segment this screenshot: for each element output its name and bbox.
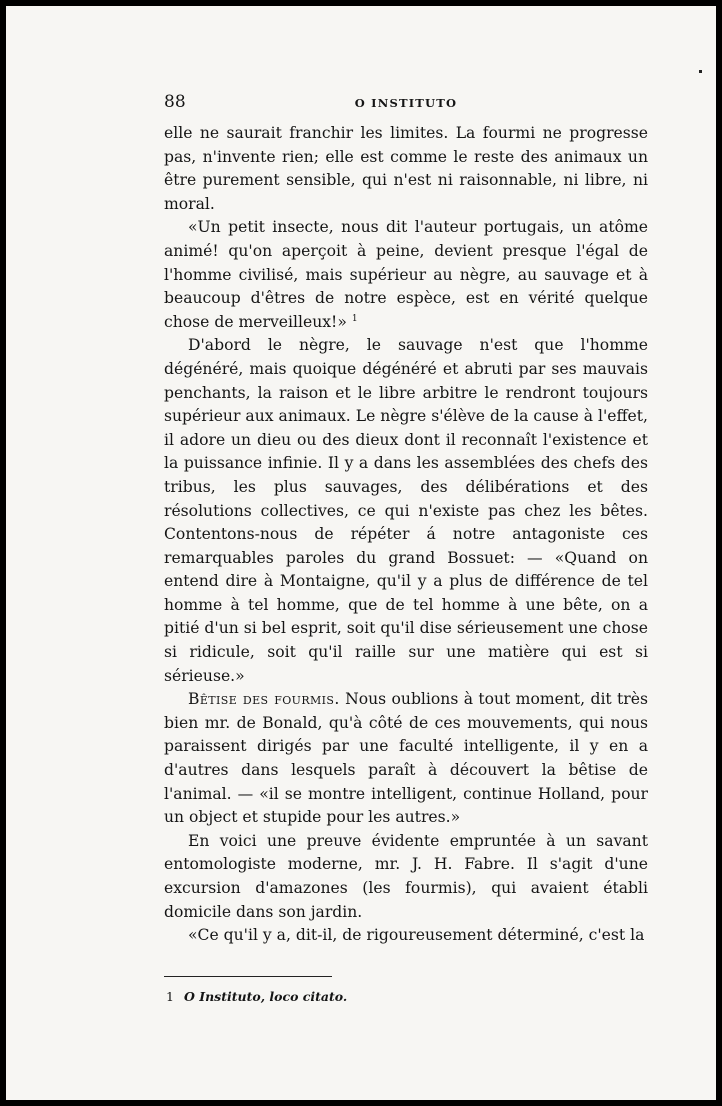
- footnote-number: 1: [166, 988, 174, 1004]
- paragraph-3: D'abord le nègre, le sauvage n'est que l'homme dégénéré, mais quoique dégénéré et abruti par ses mauvais penchants, la raison et le libre arbitre le rendront toujours supérieur aux animaux. Le nègre s'élève de la cause à l'effet, il adore un dieu ou des dieux dont il reconnaît l'existence et la puissance infinie. Il y a dans les assemblées des chefs des tribus, les plus sauvages, des délibérations et des résolutions collectives, ce qui n'existe pas chez les bêtes. Contentons-nous de répéter á notre antagoniste ces remarquables paroles du grand Bossuet: — «Quand on entend dire à Montaigne, qu'il y a plus de différence de tel homme à tel homme, que de tel homme à une bête, on a pitié d'un si bel esprit, soit qu'il dise sérieusement une chose si ridicule, soit qu'il raille sur une matière qui est si sérieuse.»: [164, 336, 648, 685]
- scan-edge-mark: [699, 70, 702, 73]
- footnote-marker: 1: [351, 313, 358, 324]
- paragraph-2-text: «Un petit insecte, nous dit l'auteur portugais, un atôme animé! qu'on aperçoit à peine, devient presque l'égal de l'homme civilisé, mais supérieur au nègre, au sauvage et à beaucoup d'êtres de notre espèce, est en vérité quelque chose de merveilleux!»: [164, 218, 648, 331]
- section-heading: Bêtise des fourmis.: [188, 690, 340, 709]
- paragraph-4: [164, 688, 648, 830]
- paragraph-1: elle ne saurait franchir les limites. La fourmi ne progresse pas, n'invente rien; elle est comme le reste des animaux un être purement sensible, qui n'est ni raisonnable, ni libre, ni moral.: [164, 124, 648, 213]
- page-number: 88: [164, 92, 186, 112]
- footnote: [164, 989, 648, 1004]
- footnote-text: O Instituto, loco citato.: [184, 988, 348, 1004]
- paragraph-2: [164, 216, 648, 334]
- paragraph-5: En voici une preuve évidente empruntée à un savant entomologiste moderne, mr. J. H. Fabre. Il s'agit d'une excursion d'amazones (les fourmis), qui avaient établi domicile dans son jardin.: [164, 831, 648, 921]
- paragraph-4-text: Nous oublions à tout moment, dit très bien mr. de Bonald, qu'à côté de ces mouvements, qui nous paraissent dirigés par une faculté intelligente, il y en a d'autres dans lesquels paraît à découvert la bêtise de l'animal. — «il se montre intelligent, continue Holland, pour un object et stupide pour les autres.»: [164, 690, 648, 827]
- footnote-rule: [164, 976, 332, 977]
- body-text: [164, 122, 648, 948]
- paragraph-6: «Ce qu'il y a, dit-il, de rigoureusement déterminé, c'est la: [188, 926, 645, 945]
- running-title: O INSTITUTO: [354, 96, 458, 110]
- page-content: [164, 92, 648, 1004]
- page-header: [164, 92, 648, 118]
- scanned-page: [6, 6, 716, 1100]
